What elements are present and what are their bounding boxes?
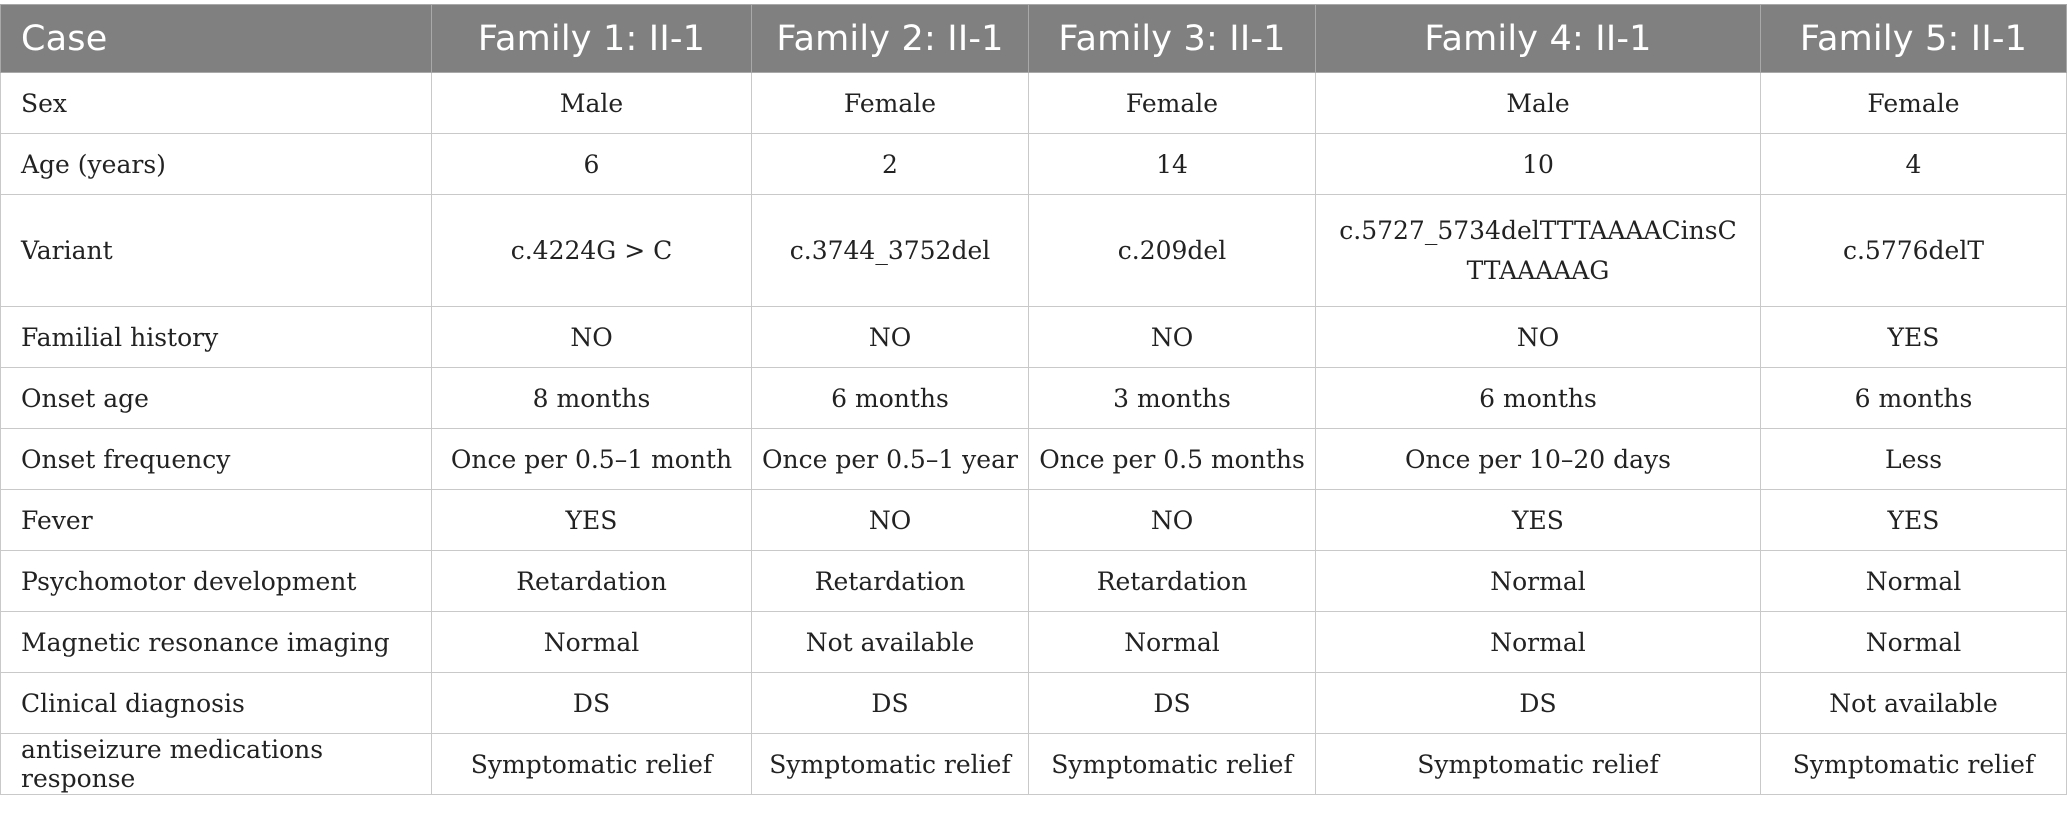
table-cell: Once per 10–20 days xyxy=(1316,429,1761,490)
table-row xyxy=(1,134,2067,195)
table-cell: Symptomatic relief xyxy=(1029,734,1316,795)
table-cell: 6 xyxy=(432,134,752,195)
row-label: Psychomotor development xyxy=(1,551,432,612)
table-row xyxy=(1,734,2067,795)
table-cell: Female xyxy=(1761,73,2067,134)
table-row xyxy=(1,551,2067,612)
table-cell: Female xyxy=(1029,73,1316,134)
table-cell: YES xyxy=(432,490,752,551)
table-cell: Less xyxy=(1761,429,2067,490)
row-label: Fever xyxy=(1,490,432,551)
row-label: Onset frequency xyxy=(1,429,432,490)
table-cell: 4 xyxy=(1761,134,2067,195)
table-cell: Normal xyxy=(432,612,752,673)
table-row xyxy=(1,368,2067,429)
table-cell: Retardation xyxy=(1029,551,1316,612)
table-cell: Male xyxy=(432,73,752,134)
variant-wrapped-text xyxy=(1316,211,1760,291)
table-cell: Female xyxy=(752,73,1029,134)
row-label: Magnetic resonance imaging xyxy=(1,612,432,673)
table-cell: 2 xyxy=(752,134,1029,195)
header-family-1: Family 1: II-1 xyxy=(432,5,752,73)
row-label: Onset age xyxy=(1,368,432,429)
table-cell: Symptomatic relief xyxy=(1761,734,2067,795)
table-cell: Normal xyxy=(1761,551,2067,612)
table-cell: Once per 0.5–1 month xyxy=(432,429,752,490)
table-cell: c.3744_3752del xyxy=(752,195,1029,307)
table-cell: DS xyxy=(432,673,752,734)
table-cell: Retardation xyxy=(432,551,752,612)
table-cell: Normal xyxy=(1761,612,2067,673)
table-cell: Once per 0.5 months xyxy=(1029,429,1316,490)
table-cell: 10 xyxy=(1316,134,1761,195)
table-cell: Not available xyxy=(1761,673,2067,734)
row-label: Age (years) xyxy=(1,134,432,195)
table-cell: 6 months xyxy=(1761,368,2067,429)
table-row xyxy=(1,73,2067,134)
table-cell: DS xyxy=(1316,673,1761,734)
header-family-3: Family 3: II-1 xyxy=(1029,5,1316,73)
table-row xyxy=(1,307,2067,368)
table-cell: DS xyxy=(752,673,1029,734)
table-cell: 8 months xyxy=(432,368,752,429)
table-cell: NO xyxy=(1029,307,1316,368)
header-row xyxy=(1,5,2067,73)
row-label: antiseizure medications response xyxy=(1,734,432,795)
table-cell: Normal xyxy=(1316,612,1761,673)
row-label: Variant xyxy=(1,195,432,307)
table-cell: Normal xyxy=(1316,551,1761,612)
row-label: Familial history xyxy=(1,307,432,368)
table-cell: 14 xyxy=(1029,134,1316,195)
table-cell: c.209del xyxy=(1029,195,1316,307)
table-cell: 6 months xyxy=(1316,368,1761,429)
table-cell: NO xyxy=(432,307,752,368)
table-cell: c.5776delT xyxy=(1761,195,2067,307)
table-cell: NO xyxy=(752,307,1029,368)
table-cell: YES xyxy=(1761,490,2067,551)
table-cell: 6 months xyxy=(752,368,1029,429)
table-row xyxy=(1,612,2067,673)
table-row xyxy=(1,429,2067,490)
header-family-4: Family 4: II-1 xyxy=(1316,5,1761,73)
table-cell: Symptomatic relief xyxy=(1316,734,1761,795)
table-cell: Symptomatic relief xyxy=(432,734,752,795)
table-cell: Retardation xyxy=(752,551,1029,612)
table-cell: Symptomatic relief xyxy=(752,734,1029,795)
table-cell: YES xyxy=(1761,307,2067,368)
table-cell: Normal xyxy=(1029,612,1316,673)
table-row xyxy=(1,195,2067,307)
table-cell: YES xyxy=(1316,490,1761,551)
header-family-2: Family 2: II-1 xyxy=(752,5,1029,73)
header-family-5: Family 5: II-1 xyxy=(1761,5,2067,73)
table-cell: c.4224G > C xyxy=(432,195,752,307)
clinical-features-table xyxy=(0,4,2067,795)
table-cell: Male xyxy=(1316,73,1761,134)
variant-text: c.5727_5734delTTTAAAACinsCTTAAAAAG xyxy=(1339,215,1737,285)
header-case: Case xyxy=(1,5,432,73)
table-row xyxy=(1,490,2067,551)
row-label: Sex xyxy=(1,73,432,134)
table-cell: Not available xyxy=(752,612,1029,673)
table-cell: Once per 0.5–1 year xyxy=(752,429,1029,490)
table-cell xyxy=(1316,195,1761,307)
row-label: Clinical diagnosis xyxy=(1,673,432,734)
table-cell: NO xyxy=(1029,490,1316,551)
table-cell: NO xyxy=(1316,307,1761,368)
table-cell: 3 months xyxy=(1029,368,1316,429)
table-row xyxy=(1,673,2067,734)
table-cell: DS xyxy=(1029,673,1316,734)
table-cell: NO xyxy=(752,490,1029,551)
